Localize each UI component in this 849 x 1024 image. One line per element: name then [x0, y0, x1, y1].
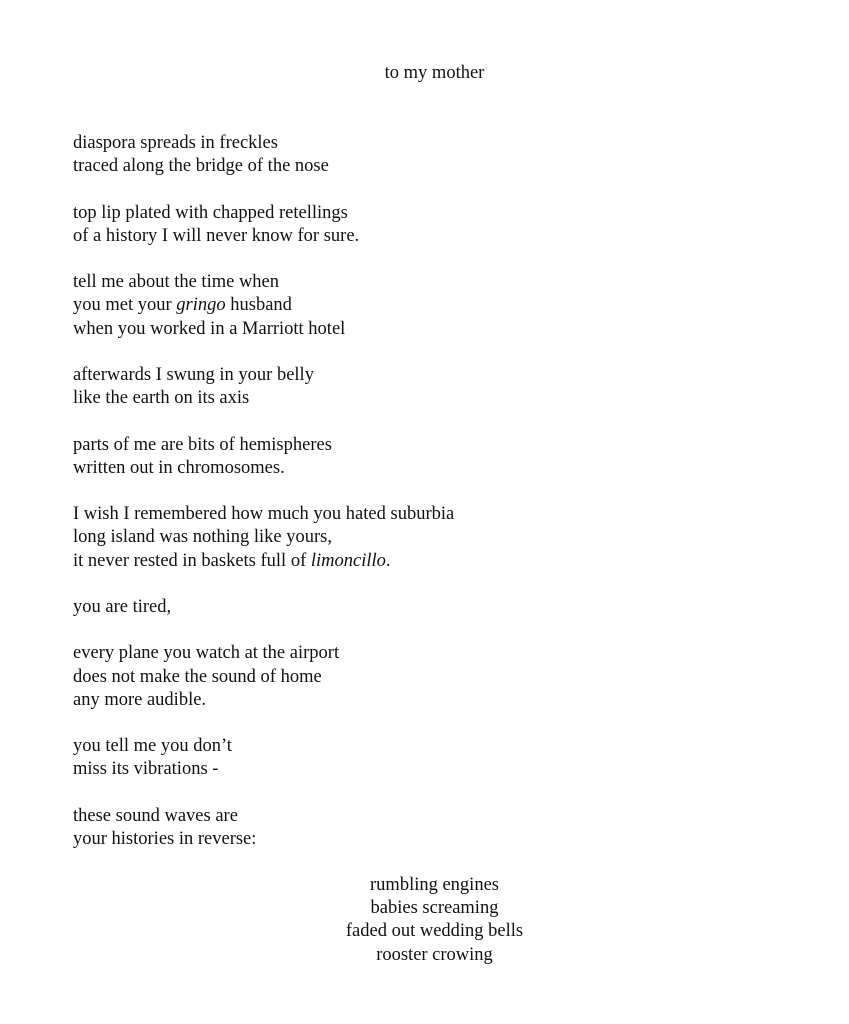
- closing-line: rooster crowing: [376, 944, 493, 965]
- poem-line: I wish I remembered how much you hated suburbia: [73, 504, 455, 525]
- poem-line: like the earth on its axis: [73, 388, 250, 409]
- poem-line: miss its vibrations -: [73, 759, 219, 780]
- poem-body: [73, 132, 773, 874]
- poem-title: to my mother: [384, 63, 485, 83]
- poem-line: tell me about the time when: [73, 272, 280, 293]
- poem-line: any more audible.: [73, 689, 207, 710]
- poem-line: every plane you watch at the airport: [73, 643, 340, 664]
- poem-line-segment: husband: [225, 295, 292, 316]
- poem-line: your histories in reverse:: [73, 828, 257, 849]
- stanza-8: [73, 642, 773, 712]
- poem-line: top lip plated with chapped retellings: [73, 202, 348, 223]
- poem-line: when you worked in a Marriott hotel: [73, 318, 346, 339]
- stanza-9: [73, 735, 773, 781]
- stanza-4: [73, 364, 773, 410]
- poem-line-limoncillo: [73, 550, 773, 573]
- stanza-10: [73, 805, 773, 851]
- closing-line: faded out wedding bells: [345, 921, 524, 942]
- stanza-7: [73, 596, 773, 619]
- poem-line-segment: you met your: [73, 295, 177, 316]
- poem-line: parts of me are bits of hemispheres: [73, 434, 332, 455]
- poem-line: written out in chromosomes.: [73, 457, 285, 478]
- closing-line: babies screaming: [370, 898, 499, 919]
- italic-word-gringo: gringo: [176, 295, 226, 316]
- poem-line: long island was nothing like yours,: [73, 527, 332, 548]
- stanza-3: [73, 271, 773, 341]
- stanza-1: [73, 132, 773, 178]
- poem-line-gringo: [73, 294, 773, 317]
- poem-line: you are tired,: [73, 596, 172, 617]
- italic-word-limoncillo: limoncillo: [310, 550, 386, 571]
- poem-line: these sound waves are: [73, 805, 238, 826]
- poem-line-segment: it never rested in baskets full of: [73, 550, 311, 571]
- stanza-2: [73, 202, 773, 248]
- poem-line: traced along the bridge of the nose: [73, 156, 329, 177]
- stanza-5: [73, 434, 773, 480]
- poem-line-segment: .: [385, 550, 391, 571]
- closing-stanza-centered: [0, 874, 849, 967]
- poem-line: you tell me you don’t: [73, 736, 232, 757]
- closing-line: rumbling engines: [370, 875, 499, 895]
- poem-line: diaspora spreads in freckles: [73, 133, 278, 153]
- poem-line: does not make the sound of home: [73, 666, 322, 687]
- poem-line: afterwards I swung in your belly: [73, 364, 314, 385]
- stanza-6: [73, 503, 773, 573]
- poem-line: of a history I will never know for sure.: [73, 225, 360, 246]
